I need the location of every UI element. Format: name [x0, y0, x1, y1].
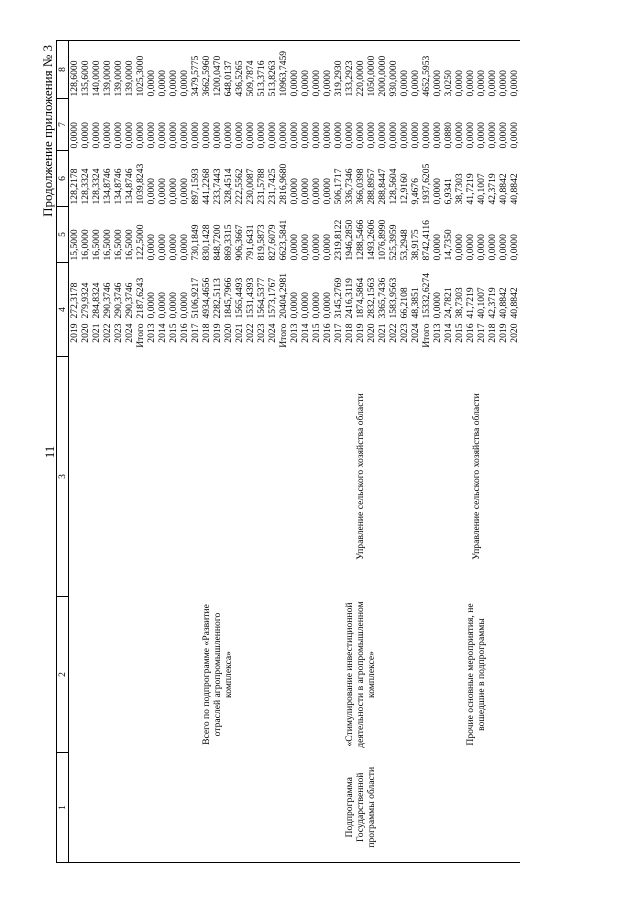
- regional-budget-cell: 128,5604: [388, 168, 399, 205]
- total-funding-cell: 15332,6274: [421, 272, 432, 319]
- column-header-8: 8: [57, 40, 69, 98]
- federal-budget-cell: 791,6431: [245, 224, 256, 261]
- year-cell: 2018: [487, 323, 498, 343]
- year-cell: 2015: [168, 323, 179, 343]
- local-budget-cell: 0,0000: [289, 122, 300, 149]
- column-header-4: 4: [57, 262, 69, 356]
- federal-budget-cell: 8742,4116: [421, 220, 432, 261]
- local-budget-cell: 0,0000: [168, 122, 179, 149]
- other-sources-cell: 0,0000: [487, 40, 498, 98]
- other-sources-cell: 0,0000: [498, 40, 509, 98]
- total-funding-cell: 0,0000: [157, 292, 168, 319]
- table-body: [69, 40, 521, 862]
- appendix-table: [56, 40, 520, 863]
- other-sources-cell: 0,0000: [157, 40, 168, 98]
- other-sources-cell: 220,0000: [355, 40, 366, 98]
- federal-budget-cell: 0,0000: [432, 234, 443, 261]
- total-funding-cell: 0,0000: [432, 292, 443, 319]
- total-funding-cell: 279,9324: [80, 282, 91, 319]
- total-funding-cell: 2282,5113: [212, 278, 223, 319]
- local-budget-cell: 0,0000: [476, 122, 487, 149]
- regional-budget-cell: 40,1007: [476, 173, 487, 205]
- federal-budget-cell: 0,0000: [487, 234, 498, 261]
- local-budget-cell: 0,0000: [223, 122, 234, 149]
- total-funding-cell: 290,3746: [102, 282, 113, 319]
- other-sources-cell: 648,0137: [223, 40, 234, 98]
- other-sources-cell: 4652,5953: [421, 40, 432, 98]
- total-funding-cell: 0,0000: [311, 292, 322, 319]
- total-funding-cell: 290,3746: [113, 282, 124, 319]
- regional-budget-cell: 40,8842: [509, 173, 520, 205]
- total-funding-cell: 0,0000: [322, 292, 333, 319]
- federal-budget-cell: 1288,5466: [355, 219, 366, 261]
- program-level-cell: [69, 753, 147, 863]
- other-sources-cell: 0,0000: [289, 40, 300, 98]
- total-funding-cell: 20404,2981: [278, 272, 289, 319]
- column-header-2: 2: [57, 597, 69, 753]
- other-sources-cell: 513,8263: [267, 40, 278, 98]
- regional-budget-cell: 1937,6205: [421, 163, 432, 205]
- regional-budget-cell: 9,4676: [410, 178, 421, 205]
- other-sources-cell: 0,0000: [146, 40, 157, 98]
- local-budget-cell: 0,0000: [69, 98, 81, 150]
- federal-budget-cell: 0,0000: [157, 234, 168, 261]
- year-cell: 2022: [388, 323, 399, 343]
- other-sources-cell: 139,0000: [124, 40, 135, 98]
- year-cell: 2021: [377, 323, 388, 343]
- total-funding-cell: 40,8842: [509, 287, 520, 319]
- federal-budget-cell: 16,5000: [102, 229, 113, 261]
- program-name-cell: Всего по подпрограмме «Развитие отраслей агропромышленного комплекса»: [201, 604, 234, 745]
- local-budget-cell: 0,0000: [135, 122, 146, 149]
- other-sources-cell: 0,0000: [322, 40, 333, 98]
- total-funding-cell: 1845,7966: [223, 277, 234, 319]
- other-sources-cell: 0,0000: [168, 40, 179, 98]
- column-header-1: 1: [57, 753, 69, 863]
- local-budget-cell: 0,0000: [487, 122, 498, 149]
- regional-budget-cell: 288,8447: [377, 168, 388, 205]
- federal-budget-cell: 0,0000: [300, 234, 311, 261]
- column-number-row: [57, 40, 69, 862]
- federal-budget-cell: 38,9175: [410, 229, 421, 261]
- local-budget-cell: 0,0000: [333, 122, 344, 149]
- other-sources-cell: 1200,0470: [212, 40, 223, 98]
- table-row: [69, 40, 81, 862]
- year-cell: 2021: [234, 323, 245, 343]
- other-sources-cell: 140,0000: [91, 40, 102, 98]
- local-budget-cell: 0,0000: [377, 122, 388, 149]
- program-name-cell: [69, 597, 147, 753]
- regional-budget-cell: 41,7219: [465, 173, 476, 205]
- total-funding-cell: 1565,4493: [234, 277, 245, 319]
- year-cell: 2019: [355, 323, 366, 343]
- local-budget-cell: 0,0000: [91, 122, 102, 149]
- regional-budget-cell: 40,8842: [498, 173, 509, 205]
- regional-budget-cell: 0,0000: [322, 178, 333, 205]
- regional-budget-cell: 222,5562: [234, 168, 245, 205]
- federal-budget-cell: 0,0000: [454, 234, 465, 261]
- federal-budget-cell: 1493,2606: [366, 219, 377, 261]
- local-budget-cell: 0,0000: [344, 122, 355, 149]
- year-cell: 2023: [113, 323, 124, 343]
- regional-budget-cell: 128,3324: [91, 168, 102, 205]
- local-budget-cell: 0,0000: [245, 122, 256, 149]
- regional-budget-cell: 128,2178: [69, 150, 81, 206]
- regional-budget-cell: 233,7443: [212, 168, 223, 205]
- total-funding-cell: 0,0000: [289, 292, 300, 319]
- regional-budget-cell: 6,9341: [443, 178, 454, 205]
- other-sources-cell: 513,3716: [256, 40, 267, 98]
- year-cell: 2016: [465, 323, 476, 343]
- total-funding-cell: 41,7219: [465, 287, 476, 319]
- total-funding-cell: 40,8842: [498, 287, 509, 319]
- federal-budget-cell: 0,0000: [146, 234, 157, 261]
- other-sources-cell: 1050,0000: [366, 40, 377, 98]
- regional-budget-cell: 2816,9680: [278, 163, 289, 205]
- regional-budget-cell: 134,8746: [102, 168, 113, 205]
- responsible-executor-cell: Управление сельского хозяйства области: [470, 393, 482, 560]
- year-cell: 2020: [80, 323, 91, 343]
- column-header-7: 7: [57, 98, 69, 150]
- year-cell: 2022: [102, 323, 113, 343]
- program-name-cell: «Стимулирование инвестиционной деятельности в агропромышленном комплексе»: [344, 601, 377, 748]
- regional-budget-cell: 366,0398: [355, 168, 366, 205]
- federal-budget-cell: 906,3667: [234, 224, 245, 261]
- regional-budget-cell: 0,0000: [289, 178, 300, 205]
- local-budget-cell: 0,0000: [157, 122, 168, 149]
- regional-budget-cell: 134,8746: [113, 168, 124, 205]
- year-cell: 2014: [157, 323, 168, 343]
- regional-budget-cell: 42,3719: [487, 173, 498, 205]
- regional-budget-cell: 441,2268: [201, 168, 212, 205]
- total-funding-cell: 24,7821: [443, 287, 454, 319]
- year-cell: 2020: [509, 323, 520, 343]
- year-cell: 2017: [476, 323, 487, 343]
- local-budget-cell: 0,0000: [212, 122, 223, 149]
- local-budget-cell: 0,0000: [102, 122, 113, 149]
- total-funding-cell: 48,3851: [410, 287, 421, 319]
- rotated-table-area: [40, 41, 612, 863]
- total-funding-cell: 1874,5864: [355, 277, 366, 319]
- total-funding-cell: 0,0000: [300, 292, 311, 319]
- total-funding-cell: 2187,6243: [135, 277, 146, 319]
- year-cell: 2018: [201, 323, 212, 343]
- regional-budget-cell: 288,8957: [366, 168, 377, 205]
- total-funding-cell: 66,2108: [399, 287, 410, 319]
- regional-budget-cell: 1039,8243: [135, 163, 146, 205]
- federal-budget-cell: 1946,2850: [344, 219, 355, 261]
- local-budget-cell: 0,0000: [509, 122, 520, 149]
- table-row: [432, 40, 443, 862]
- other-sources-cell: 10963,7459: [278, 40, 289, 98]
- responsible-executor-cell: [146, 357, 289, 597]
- local-budget-cell: 0,0000: [355, 122, 366, 149]
- other-sources-cell: 319,2930: [333, 40, 344, 98]
- column-header-6: 6: [57, 150, 69, 206]
- local-budget-cell: 0,0000: [234, 122, 245, 149]
- federal-budget-cell: 0,0000: [465, 234, 476, 261]
- other-sources-cell: 2000,0000: [377, 40, 388, 98]
- federal-budget-cell: 53,2948: [399, 229, 410, 261]
- federal-budget-cell: 1076,8990: [377, 219, 388, 261]
- program-level-cell: Подпрограмма Государственной программы области: [289, 753, 432, 863]
- year-cell: 2019: [69, 321, 81, 357]
- regional-budget-cell: 12,9160: [399, 173, 410, 205]
- column-header-3: 3: [57, 357, 69, 597]
- program-level-cell: [432, 753, 520, 863]
- federal-budget-cell: 819,5873: [256, 224, 267, 261]
- federal-budget-cell: 0,0000: [311, 234, 322, 261]
- total-funding-cell: 5106,9217: [190, 277, 201, 319]
- year-cell: 2024: [267, 323, 278, 343]
- year-cell: 2013: [146, 323, 157, 343]
- local-budget-cell: 0,0880: [443, 122, 454, 149]
- regional-budget-cell: 230,0087: [245, 168, 256, 205]
- local-budget-cell: 0,0000: [113, 122, 124, 149]
- federal-budget-cell: 122,5000: [135, 224, 146, 261]
- continuation-label: Продолжение приложения № 3: [40, 45, 55, 217]
- total-funding-cell: 0,0000: [179, 292, 190, 319]
- federal-budget-cell: 16,5000: [91, 229, 102, 261]
- federal-budget-cell: 16,0000: [80, 229, 91, 261]
- total-funding-cell: 4934,4656: [201, 277, 212, 319]
- local-budget-cell: 0,0000: [179, 122, 190, 149]
- other-sources-cell: 3662,5960: [201, 40, 212, 98]
- other-sources-cell: 0,0000: [432, 40, 443, 98]
- other-sources-cell: 436,5265: [234, 40, 245, 98]
- federal-budget-cell: 869,3315: [223, 224, 234, 261]
- regional-budget-cell: 128,3324: [80, 168, 91, 205]
- regional-budget-cell: 134,8746: [124, 168, 135, 205]
- federal-budget-cell: 827,6079: [267, 224, 278, 261]
- total-funding-cell: 1583,9563: [388, 277, 399, 319]
- federal-budget-cell: 0,0000: [322, 234, 333, 261]
- local-budget-cell: 0,0000: [366, 122, 377, 149]
- other-sources-cell: 128,6000: [69, 40, 81, 98]
- other-sources-cell: 135,6000: [80, 40, 91, 98]
- total-funding-cell: 1573,1767: [267, 277, 278, 319]
- year-cell: Итого: [278, 323, 289, 348]
- other-sources-cell: 0,0000: [300, 40, 311, 98]
- year-cell: 2016: [322, 323, 333, 343]
- regional-budget-cell: 506,1717: [333, 168, 344, 205]
- regional-budget-cell: 336,7346: [344, 168, 355, 205]
- year-cell: 2016: [179, 323, 190, 343]
- total-funding-cell: 290,3746: [124, 282, 135, 319]
- other-sources-cell: 0,0000: [465, 40, 476, 98]
- local-budget-cell: 0,0000: [454, 122, 465, 149]
- other-sources-cell: 0,0000: [399, 40, 410, 98]
- total-funding-cell: 0,0000: [168, 292, 179, 319]
- local-budget-cell: 0,0000: [124, 122, 135, 149]
- year-cell: 2014: [300, 323, 311, 343]
- year-cell: 2013: [432, 323, 443, 343]
- total-funding-cell: 40,1007: [476, 287, 487, 319]
- regional-budget-cell: 0,0000: [146, 178, 157, 205]
- local-budget-cell: 0,0000: [190, 122, 201, 149]
- other-sources-cell: 0,0000: [509, 40, 520, 98]
- local-budget-cell: 0,0000: [432, 122, 443, 149]
- year-cell: 2020: [366, 323, 377, 343]
- federal-budget-cell: 15,5000: [69, 206, 81, 262]
- federal-budget-cell: 2319,8122: [333, 219, 344, 261]
- program-level-cell: [146, 753, 289, 863]
- local-budget-cell: 0,0000: [146, 122, 157, 149]
- total-funding-cell: 2832,1563: [366, 277, 377, 319]
- table-row: [146, 40, 157, 862]
- federal-budget-cell: 830,1428: [201, 224, 212, 261]
- local-budget-cell: 0,0000: [399, 122, 410, 149]
- other-sources-cell: 930,0000: [388, 40, 399, 98]
- regional-budget-cell: 897,1593: [190, 168, 201, 205]
- other-sources-cell: 139,0000: [113, 40, 124, 98]
- total-funding-cell: 3365,7436: [377, 277, 388, 319]
- total-funding-cell: 0,0000: [146, 292, 157, 319]
- federal-budget-cell: 730,1849: [190, 224, 201, 261]
- other-sources-cell: 509,7874: [245, 40, 256, 98]
- federal-budget-cell: 6623,5841: [278, 219, 289, 261]
- federal-budget-cell: 16,5000: [113, 229, 124, 261]
- local-budget-cell: 0,0000: [256, 122, 267, 149]
- year-cell: 2023: [256, 323, 267, 343]
- regional-budget-cell: 0,0000: [168, 178, 179, 205]
- year-cell: 2024: [124, 323, 135, 343]
- total-funding-cell: 42,3719: [487, 287, 498, 319]
- year-cell: 2019: [498, 323, 509, 343]
- regional-budget-cell: 0,0000: [179, 178, 190, 205]
- total-funding-cell: 38,7303: [454, 287, 465, 319]
- year-cell: 2021: [91, 323, 102, 343]
- local-budget-cell: 0,0000: [80, 122, 91, 149]
- regional-budget-cell: 328,4514: [223, 168, 234, 205]
- total-funding-cell: 272,3178: [69, 262, 81, 320]
- other-sources-cell: 0,0000: [476, 40, 487, 98]
- federal-budget-cell: 0,0000: [289, 234, 300, 261]
- year-cell: Итого: [421, 323, 432, 348]
- year-cell: 2024: [410, 323, 421, 343]
- federal-budget-cell: 848,7200: [212, 224, 223, 261]
- local-budget-cell: 0,0000: [465, 122, 476, 149]
- responsible-executor-cell: [69, 357, 147, 597]
- regional-budget-cell: 0,0000: [311, 178, 322, 205]
- local-budget-cell: 0,0000: [498, 122, 509, 149]
- year-cell: 2015: [454, 323, 465, 343]
- local-budget-cell: 0,0000: [300, 122, 311, 149]
- other-sources-cell: 0,0000: [179, 40, 190, 98]
- year-cell: 2017: [333, 323, 344, 343]
- year-cell: 2013: [289, 323, 300, 343]
- local-budget-cell: 0,0000: [388, 122, 399, 149]
- total-funding-cell: 3145,2769: [333, 277, 344, 319]
- federal-budget-cell: 0,0000: [179, 234, 190, 261]
- year-cell: Итого: [135, 323, 146, 348]
- responsible-executor-cell: Управление сельского хозяйства области: [355, 393, 366, 560]
- local-budget-cell: 0,0000: [410, 122, 421, 149]
- total-funding-cell: 1564,5377: [256, 277, 267, 319]
- other-sources-cell: 0,0000: [410, 40, 421, 98]
- federal-budget-cell: 0,0000: [509, 234, 520, 261]
- local-budget-cell: 0,0000: [201, 122, 212, 149]
- regional-budget-cell: 231,7425: [267, 168, 278, 205]
- regional-budget-cell: 0,0000: [300, 178, 311, 205]
- year-cell: 2017: [190, 323, 201, 343]
- local-budget-cell: 0,0000: [421, 122, 432, 149]
- federal-budget-cell: 0,0000: [476, 234, 487, 261]
- year-cell: 2020: [223, 323, 234, 343]
- federal-budget-cell: 0,0000: [168, 234, 179, 261]
- regional-budget-cell: 38,7303: [454, 173, 465, 205]
- other-sources-cell: 139,0000: [102, 40, 113, 98]
- local-budget-cell: 0,0000: [311, 122, 322, 149]
- regional-budget-cell: 0,0000: [157, 178, 168, 205]
- federal-budget-cell: 0,0000: [498, 234, 509, 261]
- column-header-5: 5: [57, 206, 69, 262]
- other-sources-cell: 133,2923: [344, 40, 355, 98]
- other-sources-cell: 0,0000: [311, 40, 322, 98]
- local-budget-cell: 0,0000: [322, 122, 333, 149]
- page-number: 11: [42, 445, 57, 459]
- other-sources-cell: 0,0000: [454, 40, 465, 98]
- other-sources-cell: 1025,3000: [135, 40, 146, 98]
- year-cell: 2019: [212, 323, 223, 343]
- year-cell: 2014: [443, 323, 454, 343]
- local-budget-cell: 0,0000: [278, 122, 289, 149]
- local-budget-cell: 0,0000: [267, 122, 278, 149]
- program-name-cell: Прочие основные мероприятия, не вошедшие в подпрограммы: [465, 603, 487, 746]
- year-cell: 2022: [245, 323, 256, 343]
- other-sources-cell: 3479,5775: [190, 40, 201, 98]
- total-funding-cell: 1531,4393: [245, 277, 256, 319]
- year-cell: 2015: [311, 323, 322, 343]
- regional-budget-cell: 231,5788: [256, 168, 267, 205]
- year-cell: 2023: [399, 323, 410, 343]
- total-funding-cell: 2416,3119: [344, 278, 355, 319]
- total-funding-cell: 284,8324: [91, 282, 102, 319]
- federal-budget-cell: 16,5000: [124, 229, 135, 261]
- federal-budget-cell: 525,3959: [388, 224, 399, 261]
- federal-budget-cell: 14,7350: [443, 229, 454, 261]
- table-row: [289, 40, 300, 862]
- other-sources-cell: 3,0250: [443, 40, 454, 98]
- regional-budget-cell: 0,0000: [432, 178, 443, 205]
- year-cell: 2018: [344, 323, 355, 343]
